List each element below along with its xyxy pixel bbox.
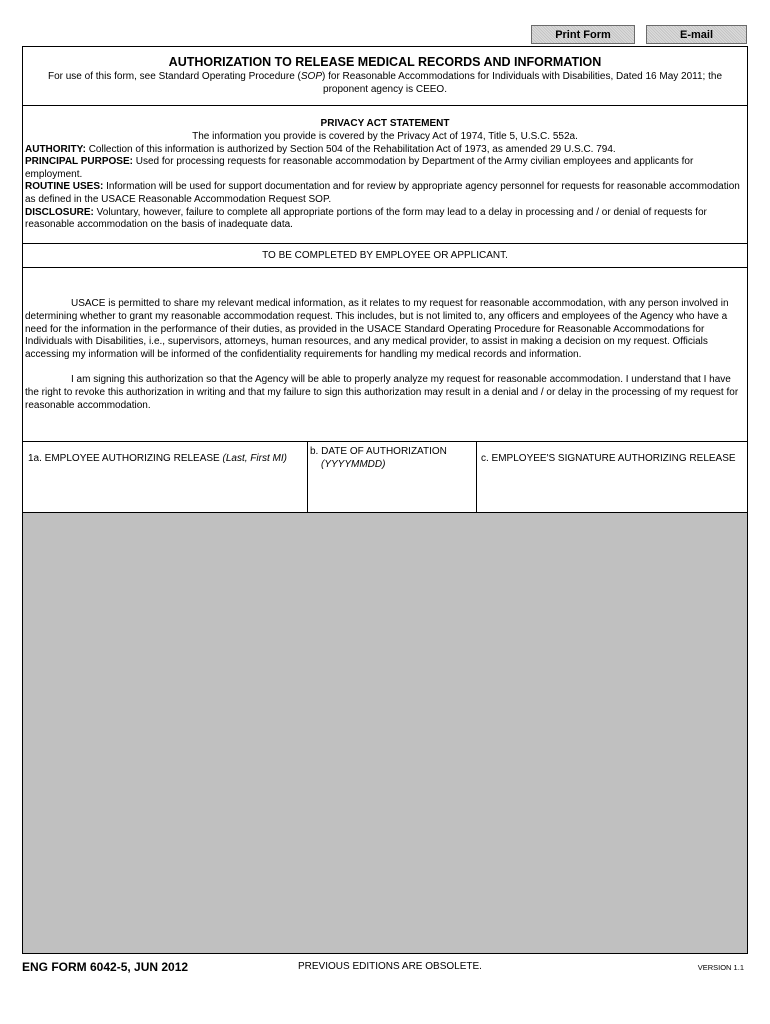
- signature-label: c. EMPLOYEE'S SIGNATURE AUTHORIZING RELEASE: [481, 453, 736, 464]
- routine-label: ROUTINE USES:: [25, 181, 104, 193]
- authorization-statement: [25, 298, 743, 412]
- disclosure-label: DISCLOSURE:: [25, 206, 94, 218]
- previous-editions-note: PREVIOUS EDITIONS ARE OBSOLETE.: [298, 961, 482, 972]
- form-title: AUTHORIZATION TO RELEASE MEDICAL RECORDS AND INFORMATION: [168, 55, 602, 69]
- subtitle-text-1: For use of this form, see Standard Operating Procedure (: [47, 71, 301, 82]
- date-hint: [321, 459, 385, 471]
- print-form-button[interactable]: Print Form: [531, 25, 635, 44]
- form-number: ENG FORM 6042-5, JUN 2012: [22, 960, 189, 974]
- form-subtitle: [37, 70, 733, 96]
- privacy-routine-uses: [25, 181, 745, 206]
- privacy-authority: [25, 144, 745, 157]
- employee-name-label: [28, 453, 287, 465]
- date-of-authorization-field[interactable]: [308, 441, 476, 512]
- privacy-act-heading: PRIVACY ACT STATEMENT: [320, 118, 450, 129]
- divider: [23, 267, 747, 268]
- subtitle-sop: SOP: [300, 71, 322, 82]
- divider: [23, 243, 747, 244]
- authority-label: AUTHORITY:: [25, 143, 86, 155]
- version-label: VERSION 1.1: [697, 963, 744, 972]
- employee-signature-field[interactable]: [477, 441, 747, 512]
- authority-text: Collection of this information is authorized by Section 504 of the Rehabilitation Act of 1973, as amended 29 U.S.C. 794.: [85, 143, 616, 155]
- privacy-intro: The information you provide is covered by the Privacy Act of 1974, Title 5, U.S.C. 552a.: [192, 131, 578, 142]
- purpose-text: Used for processing requests for reasonable accommodation by Department of the Army civilian employees and applicants for employment.: [25, 156, 694, 180]
- completed-by-heading: TO BE COMPLETED BY EMPLOYEE OR APPLICANT.: [262, 250, 508, 261]
- routine-text: Information will be used for support documentation and for review by appropriate agency personnel for requests for reasonable accommodation as defined in the USACE Reasonable Accommodation Request SOP.: [25, 181, 740, 205]
- date-label: b. DATE OF AUTHORIZATION: [310, 446, 447, 457]
- authorization-paragraph-1: USACE is permitted to share my relevant medical information, as it relates to my request for reasonable accommodation, with any person involved in determining whether to grant my reasonable accommodation request. This includes, but is not limited to, any officers and employees of the Agency who have a need for the information in the performance of their duties, as provided in the USACE Standard Operating Procedure for Reasonable Accommodations for Individuals with Disabilities, i.e., supervisors, attorneys, human resources, and any medical provider, to assist in making a decision on my request. Officials accessing my information will be informed of the confidentiality requirements for handling my medical records and information.: [25, 298, 729, 361]
- disclosure-text: Voluntary, however, failure to complete all appropriate portions of the form may lead to a delay in processing and / or denial of requests for reasonable accommodation on the basis of inadequate data.: [25, 206, 707, 231]
- subtitle-text-2: ) for Reasonable Accommodations for Individuals with Disabilities, Dated 16 May 2011; the proponent agency is CEEO.: [322, 71, 723, 95]
- blank-gray-area: [23, 513, 747, 953]
- date-hint-text: (YYYYMMDD): [321, 459, 386, 470]
- divider: [23, 105, 747, 106]
- privacy-purpose: [25, 156, 745, 181]
- authorization-fields-row: [23, 441, 747, 512]
- employee-label-text: 1a. EMPLOYEE AUTHORIZING RELEASE: [28, 453, 223, 464]
- employee-name-field[interactable]: [23, 441, 307, 512]
- employee-label-hint: (Last, First MI): [222, 453, 287, 464]
- email-button[interactable]: E-mail: [646, 25, 747, 44]
- form-frame: [22, 46, 748, 954]
- purpose-label: PRINCIPAL PURPOSE:: [25, 156, 133, 168]
- authorization-paragraph-2: I am signing this authorization so that the Agency will be able to properly analyze my request for reasonable accommodation. I understand that I have the right to revoke this authorization in writing and that my failure to sign this authorization may result in a denial and / or delay in the processing of my request for reasonable accommodation.: [25, 373, 739, 411]
- privacy-act-statement: [25, 131, 745, 232]
- privacy-disclosure: [25, 207, 745, 232]
